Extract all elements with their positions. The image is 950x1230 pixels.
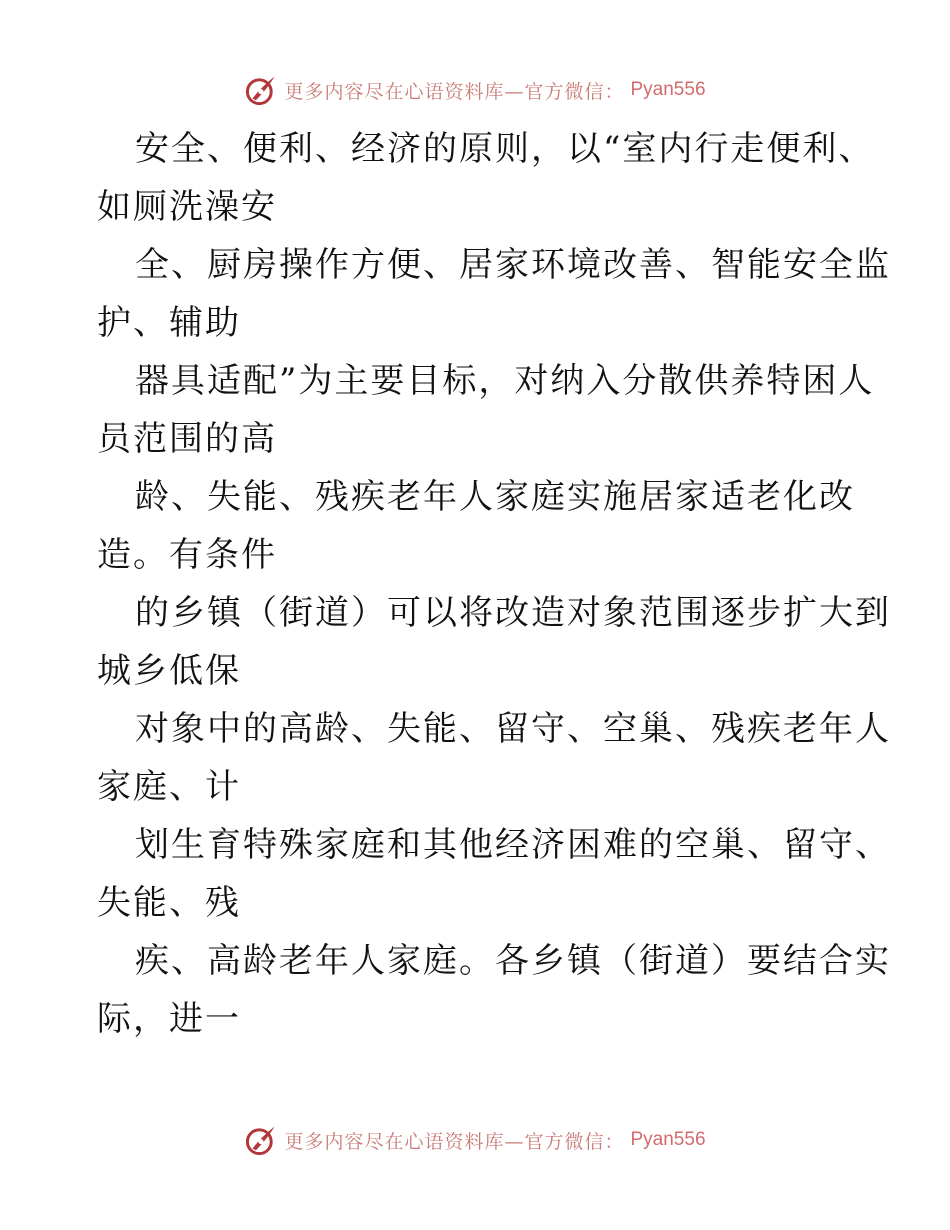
header-banner (0, 70, 950, 110)
paragraph (0, 236, 950, 352)
paragraph (0, 120, 950, 236)
paragraph (0, 584, 950, 700)
paragraph (0, 352, 950, 468)
paragraph-line: 员范围的高 (97, 419, 277, 459)
paragraph-line: 的乡镇（街道）可以将改造对象范围逐步扩大到 (135, 593, 891, 633)
quill-logo-icon (244, 73, 278, 107)
paragraph (0, 816, 950, 932)
paragraph-line: 际，进一 (97, 999, 241, 1039)
header-banner-text: 更多内容尽在心语资料库—官方微信： (284, 80, 625, 103)
paragraph-line: 城乡低保 (97, 651, 241, 691)
paragraph-line: 家庭、计 (97, 767, 241, 807)
paragraph-line: 划生育特殊家庭和其他经济困难的空巢、留守、 (135, 825, 891, 865)
paragraph (0, 700, 950, 816)
paragraph-line: 全、厨房操作方便、居家环境改善、智能安全监 (135, 245, 891, 285)
quill-logo-icon (244, 1123, 278, 1157)
paragraph-line: 器具适配”为主要目标，对纳入分散供养特困人 (135, 361, 875, 401)
footer-banner-text: 更多内容尽在心语资料库—官方微信： (284, 1130, 625, 1153)
paragraph-line: 如厕洗澡安 (97, 187, 277, 227)
paragraph-line: 安全、便利、经济的原则，以“室内行走便利、 (135, 129, 875, 169)
header-banner-brand: Pyan556 (630, 79, 706, 100)
footer-banner-brand: Pyan556 (630, 1129, 706, 1150)
paragraph-line: 疾、高龄老年人家庭。各乡镇（街道）要结合实 (135, 941, 891, 981)
paragraph-line: 对象中的高龄、失能、留守、空巢、残疾老年人 (135, 709, 891, 749)
paragraph-line: 造。有条件 (97, 535, 277, 575)
footer-banner (0, 1120, 950, 1160)
paragraph (0, 932, 950, 1048)
paragraph-line: 护、辅助 (97, 303, 241, 343)
document-body (0, 120, 950, 1048)
paragraph-line: 失能、残 (97, 883, 241, 923)
paragraph (0, 468, 950, 584)
paragraph-line: 龄、失能、残疾老年人家庭实施居家适老化改 (135, 477, 855, 517)
